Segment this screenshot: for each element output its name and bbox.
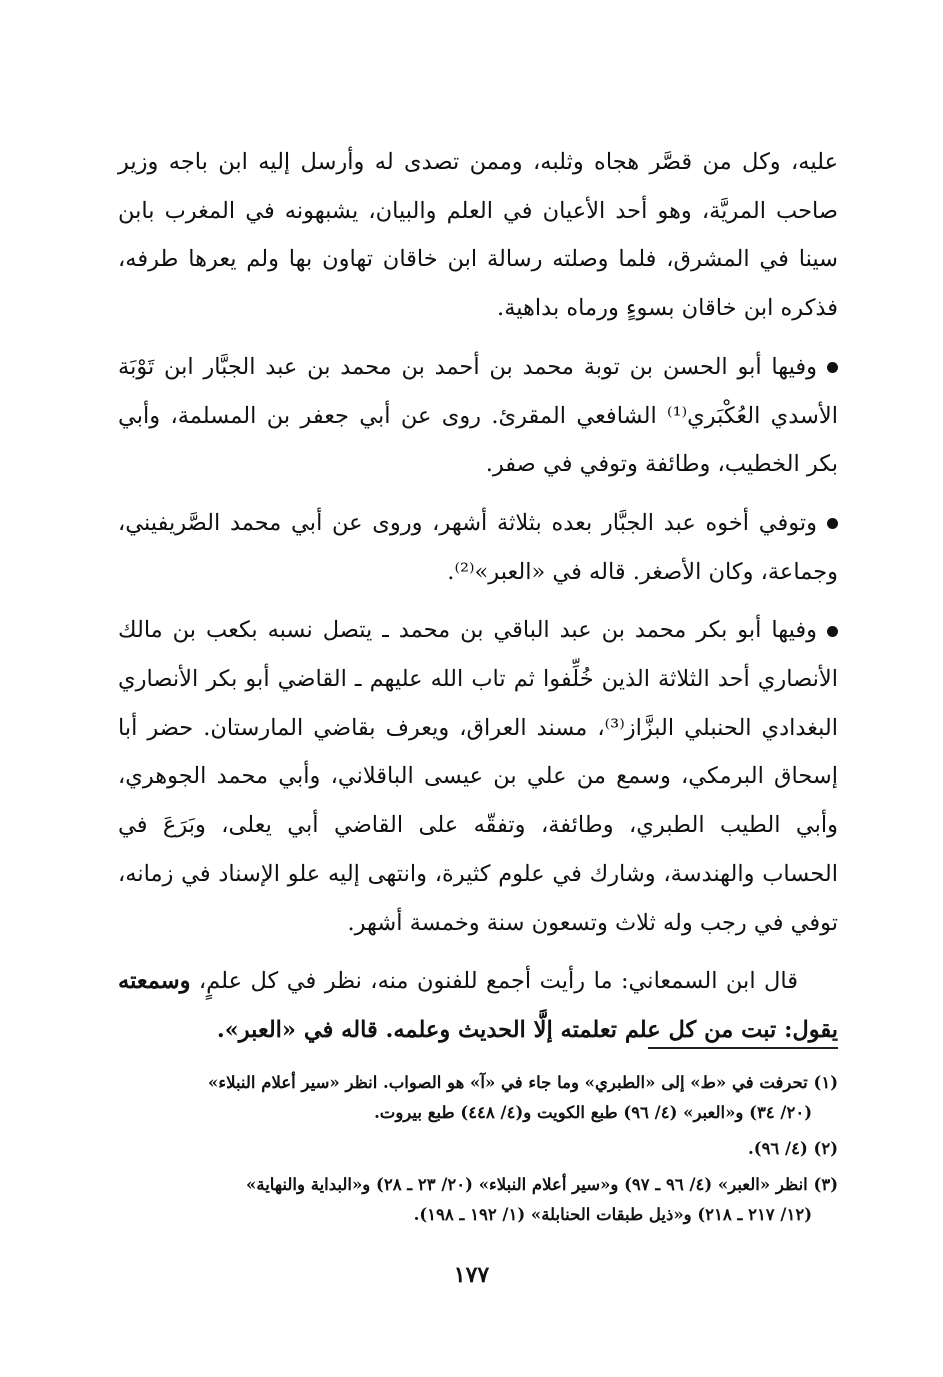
main-text [118,138,838,1055]
footnote-3-line-2: (١٢/ ٢١٧ ـ ٢١٨) و«ذيل طبقات الحنابلة» (١/ ١٩٢ ـ ١٩٨). [413,1205,812,1224]
paragraph-3 [118,499,838,596]
footnote-1-line-2: (٢٠/ ٣٤) و«العبر» (٤/ ٩٦) طبع الكويت و(٤/ ٤٤٨) طبع بيروت. [374,1103,812,1122]
paragraph-2-text: وفيها أبو الحسن بن توبة محمد بن أحمد بن محمد بن عبد الجبَّار ابن تَوْبَة الأسدي العُكْبَري⁽¹⁾ الشافعي المقرئ. روى عن أبي جعفر بن المسلمة، وأبي بكر الخطيب، وطائفة وتوفي في صفر. [118,353,838,478]
paragraph-2 [118,343,838,489]
paragraph-4 [118,606,838,947]
bullet-icon [827,518,838,529]
paragraph-5-bold-text: وسمعته يقول: تبت من كل علم تعلمته إلَّا الحديث وعلمه. قاله في «العبر». [118,968,838,1043]
paragraph-4-text: وفيها أبو بكر محمد بن عبد الباقي بن محمد ـ يتصل نسبه بكعب بن مالك الأنصاري أحد الثلاثة الذين خُلِّفوا ثم تاب الله عليهم ـ القاضي أبو بكر الأنصاري البغدادي الحنبلي البزَّاز⁽³⁾، مسند العراق، ويعرف بقاضي المارستان. حضر أبا إسحاق البرمكي، وسمع من علي بن عيسى الباقلاني، وأبي محمد الجوهري، وأبي الطيب الطبري، وطائفة، وتفقّه على القاضي أبي يعلى، وبَرَعَ في الحساب والهندسة، وشارك في علوم كثيرة، وانتهى إليه علو الإسناد في زمانه، توفي في رجب وله ثلاث وتسعون سنة وخمسة أشهر. [118,617,838,936]
paragraph-5-text: قال ابن السمعاني: ما رأيت أجمع للفنون منه، نظر في كل علمٍ، [198,968,798,995]
paragraph-1: عليه، وكل من قصَّر هجاه وثلبه، وممن تصدى له وأرسل إليه ابن باجه وزير صاحب المريَّة، وهو أحد الأعيان في العلم والبيان، يشبهونه في المغرب بابن سينا في المشرق، فلما وصلته رسالة ابن خاقان تهاون بها ولم يعرها طرفه، فذكره ابن خاقان بسوءٍ ورماه بداهية. [118,149,838,322]
footnotes [118,1068,838,1236]
bullet-icon [827,626,838,637]
footnote-2: (٢) (٤/ ٩٦). [748,1139,838,1158]
paragraph-5 [118,957,838,1054]
page-number: ١٧٧ [453,1262,490,1288]
paragraph-3-text: وتوفي أخوه عبد الجبَّار بعده بثلاثة أشهر، وروى عن أبي محمد الصَّريفيني، وجماعة، وكان الأصغر. قاله في «العبر»⁽²⁾. [118,509,838,585]
footnote-3 [118,1170,838,1230]
footnote-3-line-1: (٣) انظر «العبر» (٤/ ٩٦ ـ ٩٧) و«سير أعلام النبلاء» (٢٠/ ٢٣ ـ ٢٨) و«البداية والنهاية» [246,1175,838,1194]
footnote-1-line-1: (١) تحرفت في «ط» إلى «الطبري» وما جاء في «آ» هو الصواب. انظر «سير أعلام النبلاء» [208,1073,838,1092]
footnote-1 [118,1068,838,1128]
bullet-icon [827,362,838,373]
footnote-separator [648,1047,838,1049]
